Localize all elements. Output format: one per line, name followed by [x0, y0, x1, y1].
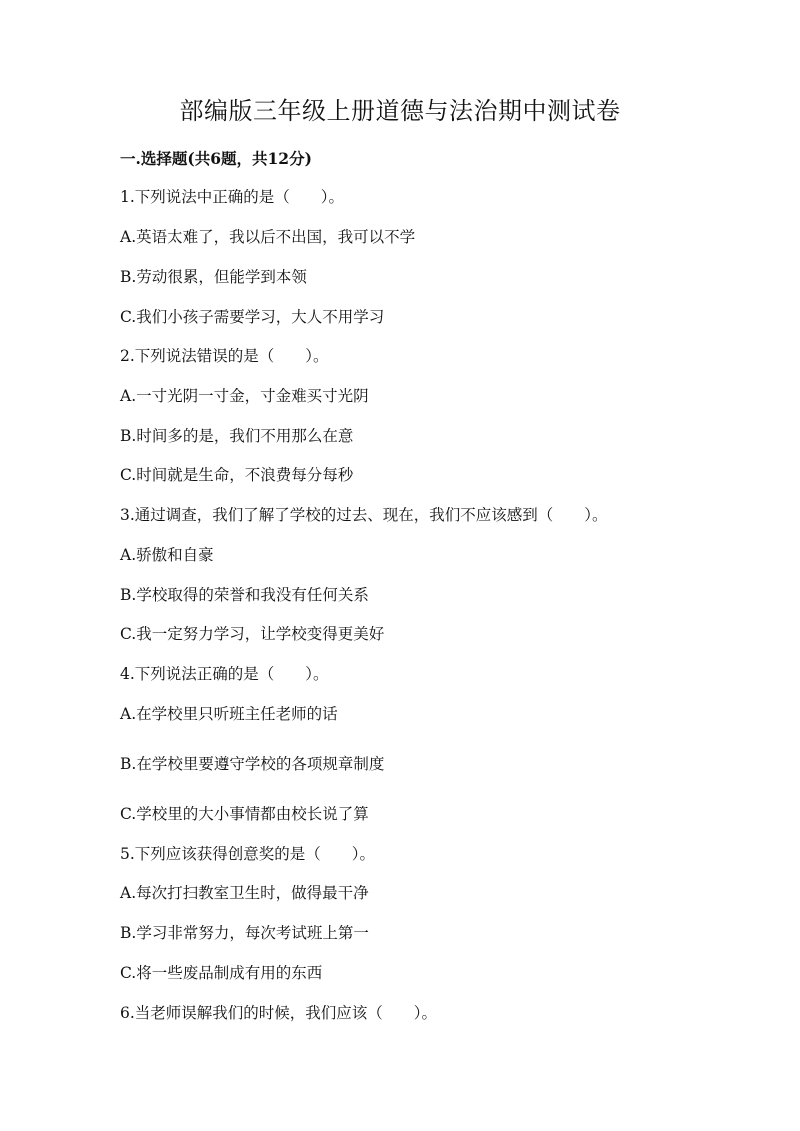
question-option: C.将一些废品制成有用的东西: [120, 964, 323, 982]
question-stem: 5.下列应该获得创意奖的是（ ）。: [120, 845, 376, 863]
question-stem: 4.下列说法正确的是（ ）。: [120, 665, 329, 683]
question-stem: 2.下列说法错误的是（ ）。: [120, 347, 329, 365]
question-option: A.骄傲和自豪: [120, 546, 214, 564]
page-title: 部编版三年级上册道德与法治期中测试卷: [179, 97, 621, 125]
question-option: C.时间就是生命，不浪费每分每秒: [120, 466, 354, 484]
question-option: B.时间多的是，我们不用那么在意: [120, 427, 354, 445]
question-option: B.学习非常努力，每次考试班上第一: [120, 924, 369, 942]
question-stem: 1.下列说法中正确的是（ ）。: [120, 188, 345, 206]
question-stem: 6.当老师误解我们的时候，我们应该（ ）。: [120, 1004, 438, 1022]
question-option: C.我一定努力学习，让学校变得更美好: [120, 625, 385, 643]
question-option: A.每次打扫教室卫生时，做得最干净: [120, 884, 369, 902]
question-option: C.我们小孩子需要学习，大人不用学习: [120, 308, 385, 326]
question-option: A.在学校里只听班主任老师的话: [120, 705, 338, 723]
question-option: C.学校里的大小事情都由校长说了算: [120, 805, 369, 823]
question-stem: 3.通过调查，我们了解了学校的过去、现在，我们不应该感到（ ）。: [120, 506, 608, 524]
question-option: B.在学校里要遵守学校的各项规章制度: [120, 755, 385, 773]
section-heading: 一.选择题(共6题，共12分): [120, 149, 312, 168]
question-option: B.学校取得的荣誉和我没有任何关系: [120, 586, 369, 604]
question-option: A.英语太难了，我以后不出国，我可以不学: [120, 228, 416, 246]
question-option: A.一寸光阴一寸金，寸金难买寸光阴: [120, 387, 369, 405]
question-option: B.劳动很累，但能学到本领: [120, 268, 307, 286]
